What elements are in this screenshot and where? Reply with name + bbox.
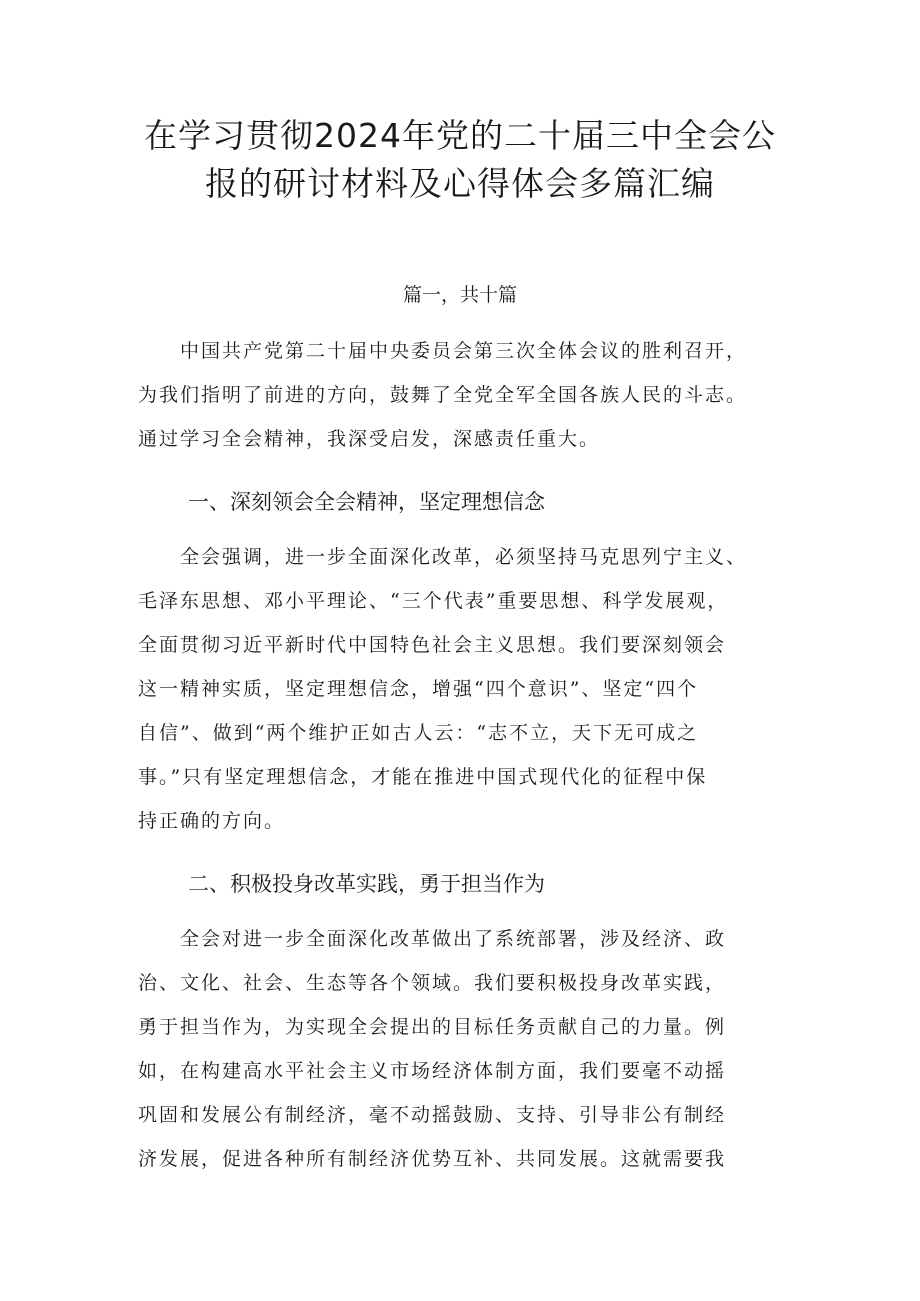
section-1-line: 全面贯彻习近平新时代中国特色社会主义思想。我们要深刻领会 <box>138 634 727 656</box>
section-1-line: 全会强调，进一步全面深化改革，必须坚持马克思列宁主义、 <box>138 546 748 568</box>
section-2-line: 全会对进一步全面深化改革做出了系统部署，涉及经济、政 <box>138 928 727 950</box>
section-2-line: 巩固和发展公有制经济，毫不动摇鼓励、支持、引导非公有制经 <box>138 1104 727 1126</box>
section-1-line: 毛泽东思想、邓小平理论、“三个代表”重要思想、科学发展观， <box>138 590 729 612</box>
document-subtitle: 篇一，共十篇 <box>402 284 517 306</box>
document-title-line-2: 报的研讨材料及心得体会多篇汇编 <box>205 164 715 203</box>
section-1-line: 持正确的方向。 <box>138 810 286 832</box>
intro-line: 通过学习全会精神，我深受启发，深感责任重大。 <box>138 428 601 450</box>
section-2-line: 如，在构建高水平社会主义市场经济体制方面，我们要毫不动摇 <box>138 1060 727 1082</box>
section-2-line: 济发展，促进各种所有制经济优势互补、共同发展。这就需要我 <box>138 1148 727 1170</box>
section-2-line: 治、文化、社会、生态等各个领域。我们要积极投身改革实践， <box>138 972 727 994</box>
section-1-line: 事。”只有坚定理想信念，才能在推进中国式现代化的征程中保 <box>138 766 708 788</box>
document-title-line-1: 在学习贯彻2024年党的二十届三中全会公 <box>144 116 776 155</box>
intro-line: 为我们指明了前进的方向，鼓舞了全党全军全国各族人民的斗志。 <box>138 384 748 406</box>
section-1-line: 自信”、做到“两个维护正如古人云：“志不立，天下无可成之 <box>138 722 699 744</box>
section-1-heading: 一、深刻领会全会精神，坚定理想信念 <box>188 490 545 514</box>
section-2-line: 勇于担当作为，为实现全会提出的目标任务贡献自己的力量。例 <box>138 1016 727 1038</box>
section-2-heading: 二、积极投身改革实践，勇于担当作为 <box>188 872 545 896</box>
intro-line: 中国共产党第二十届中央委员会第三次全体会议的胜利召开， <box>138 340 748 362</box>
section-1-line: 这一精神实质，坚定理想信念，增强“四个意识”、坚定“四个 <box>138 678 699 700</box>
